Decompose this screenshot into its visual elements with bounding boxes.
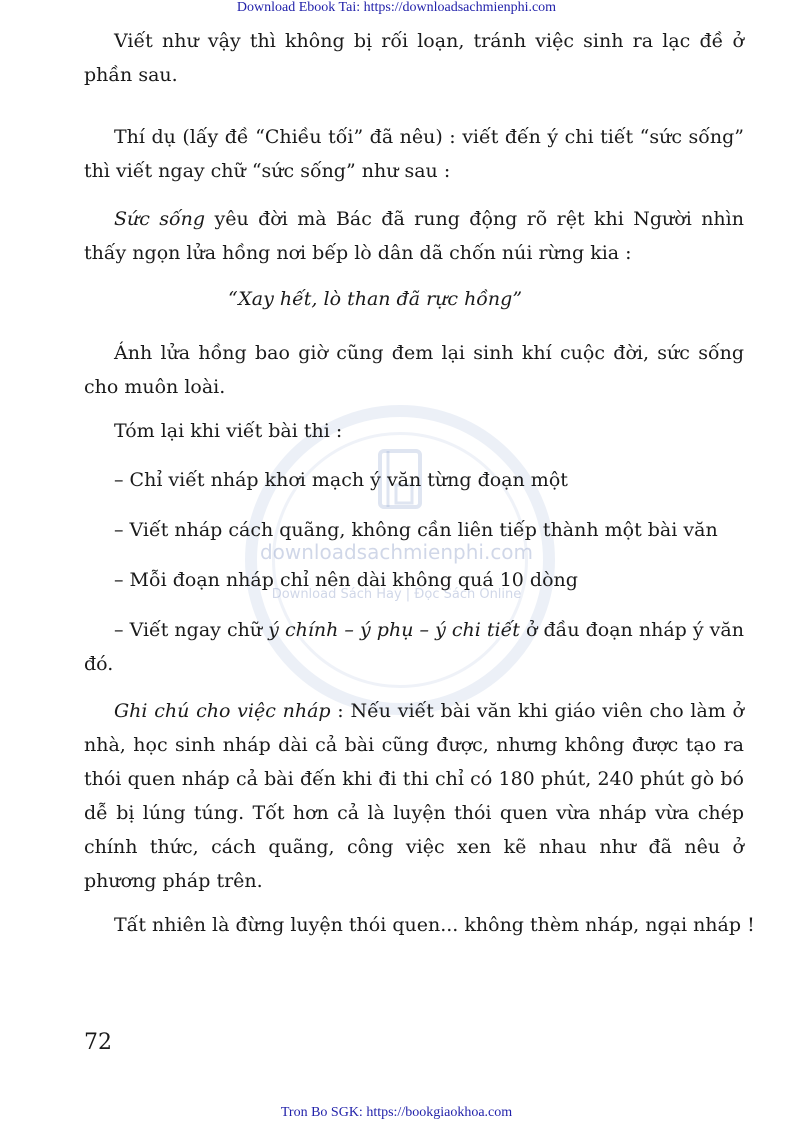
bullet-3: – Mỗi đoạn nháp chỉ nên dài không quá 10 dòng (114, 569, 578, 591)
bullet-4-text-b: ở đầu đoạn nháp ý văn đó. (84, 619, 744, 675)
paragraph-3 (84, 202, 744, 270)
bullet-4 (84, 613, 744, 681)
bullet-4-italic: ý chính – ý phụ – ý chi tiết (268, 619, 520, 641)
paragraph-1: Viết như vậy thì không bị rối loạn, tránh việc sinh ra lạc đề ở phần sau. (84, 30, 744, 86)
note-label: Ghi chú cho việc nháp (114, 700, 331, 722)
note-paragraph (84, 694, 744, 898)
note-text: : Nếu viết bài văn khi giáo viên cho làm ở nhà, học sinh nháp dài cả bài cũng được, nhưng không được tạo ra thói quen nháp cả bài đến khi đi thi chỉ có 180 phút, 240 phút gò bó dễ bị lúng túng. Tốt hơn cả là luyện thói quen vừa nháp vừa chép chính thức, cách quãng, công việc xen kẽ nhau như đã nêu ở phương pháp trên. (84, 700, 744, 892)
paragraph-3-text: yêu đời mà Bác đã rung động rõ rệt khi Người nhìn thấy ngọn lửa hồng nơi bếp lò dân dã chốn núi rừng kia : (84, 208, 744, 264)
header-link[interactable]: Download Ebook Tai: https://downloadsachmienphi.com (236, 0, 557, 15)
quote-text: “Xay hết, lò than đã rực hồng” (228, 288, 523, 310)
watermark-tagline: Download Sách Hay | Đọc Sách Online (271, 587, 522, 602)
bullet-4-text-a: – Viết ngay chữ (114, 619, 269, 641)
paragraph-3-italic: Sức sống (114, 208, 206, 230)
paragraph-4: Ánh lửa hồng bao giờ cũng đem lại sinh khí cuộc đời, sức sống cho muôn loài. (84, 342, 744, 398)
paragraph-2: Thí dụ (lấy đề “Chiều tối” đã nêu) : viết đến ý chi tiết “sức sống” thì viết ngay chữ “sức sống” như sau : (84, 126, 744, 182)
bullet-1: – Chỉ viết nháp khơi mạch ý văn từng đoạn một (114, 469, 568, 491)
footer-link[interactable]: Tron Bo SGK: https://bookgiaokhoa.com (280, 1105, 513, 1120)
watermark-site: downloadsachmienphi.com (259, 540, 534, 564)
closing-line: Tất nhiên là đừng luyện thói quen... không thèm nháp, ngại nháp ! (114, 914, 755, 936)
summary-intro: Tóm lại khi viết bài thi : (114, 420, 343, 442)
bullet-2: – Viết nháp cách quãng, không cần liên tiếp thành một bài văn (114, 519, 718, 541)
page-number: 72 (84, 1030, 112, 1055)
quote-line (228, 284, 522, 314)
